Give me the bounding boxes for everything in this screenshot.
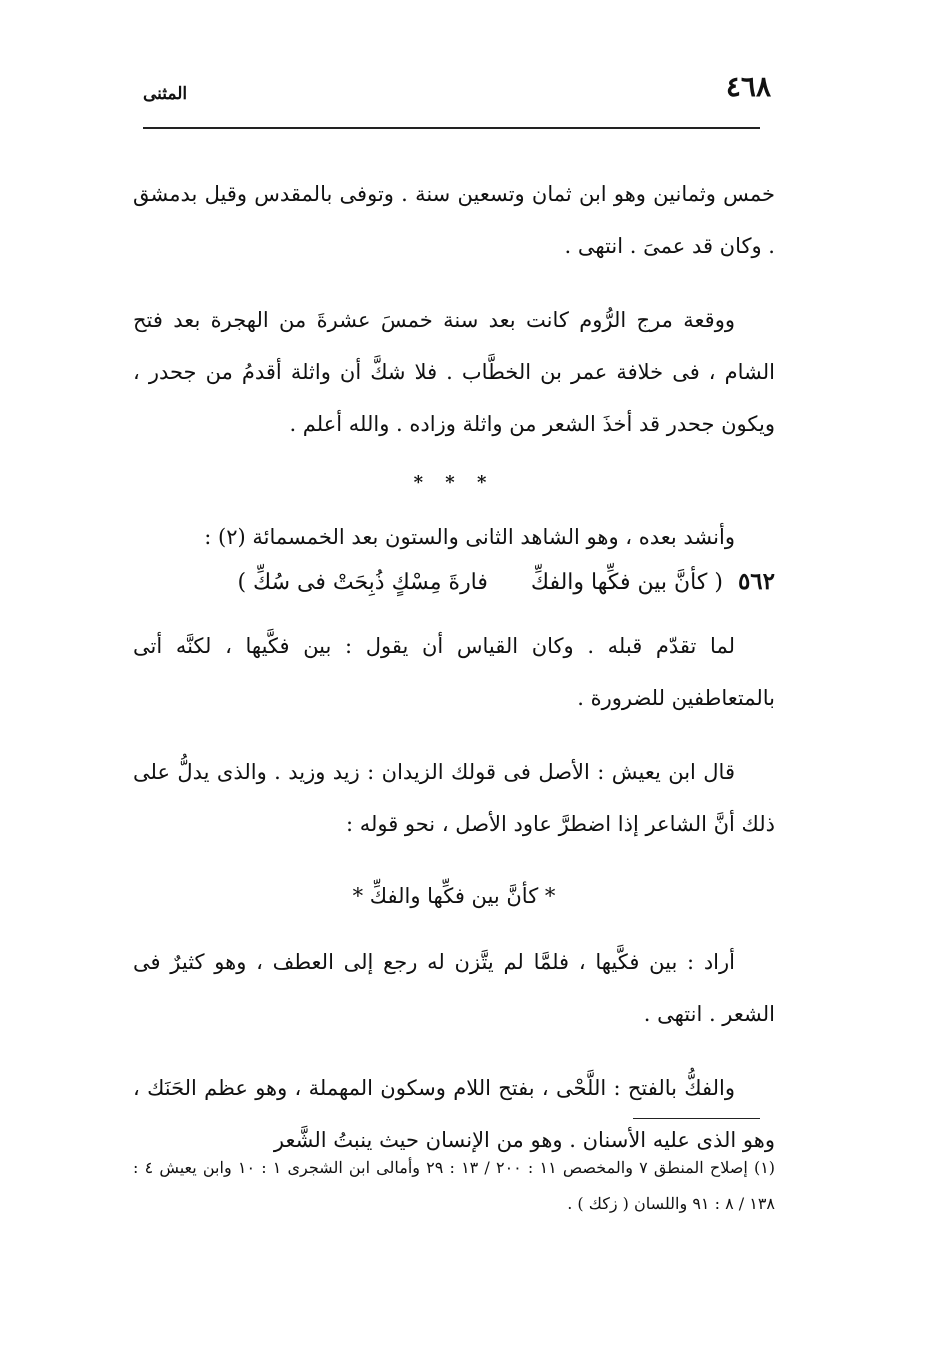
running-title: المثنى [143, 84, 188, 104]
footnotes [133, 1150, 775, 1222]
paragraph-2: ووقعة مرج الرُّوم كانت بعد سنة خمسَ عشرةَ من الهجرة بعد فتح الشام ، فى خلافة عمر بن الخطَّاب . فلا شكَّ أن واثلة أقدمُ من جحدر ، ويكون جحدر قد أخذَ الشعر من واثلة وزاده . والله أعلم . [133, 308, 775, 436]
paragraph-4: قال ابن يعيش : الأصل فى قولك الزيدان : زيد وزيد . والذى يدلُّ على ذلك أنَّ الشاعر إذا اضطرَّ عاود الأصل ، نحو قوله : [133, 760, 775, 836]
page-header [143, 70, 771, 120]
verse-intro: وأنشد بعده ، وهو الشاهد الثانى والستون بعد الخمسمائة (٢) : [204, 525, 735, 549]
footnote-rule [633, 1118, 760, 1119]
verse-line [133, 559, 775, 606]
paragraph-5: أراد : بين فكَّيها ، فلمَّا لم يتَّزن له رجع إلى العطف ، وهو كثيرٌ فى الشعر . انتهى . [133, 950, 775, 1026]
verse-number: ٥٦٢ [737, 568, 775, 595]
footnote-1: (١) إصلاح المنطق ٧ والمخصص ١١ : ٢٠٠ / ١٣ : ٢٩ وأمالى ابن الشجرى ١ : ١٠ وابن يعيش ٤ : ١٣٨ / ٨ : ٩١ واللسان ( زكك ) . [133, 1158, 776, 1213]
main-text [133, 168, 775, 1188]
page-number: ٤٦٨ [725, 70, 771, 103]
paragraph-6: والفكُّ بالفتح : اللَّحْى ، بفتح اللام وسكون المهملة ، وهو عظم الحَنَك ، وهو الذى عليه الأسنان . وهو من الإنسان حيث ينبتُ الشَّعر [133, 1076, 775, 1152]
section-separator: * * * [413, 472, 495, 493]
verse-hemistich-2: فارةَ مِسْكٍ ذُبِحَتْ فى سُكِّ ) [237, 570, 488, 595]
paragraph-3: لما تقدّم قبله . وكان القياس أن يقول : بين فكَّيها ، لكنَّه أتى بالمتعاطفين للضرورة . [133, 634, 775, 710]
paragraph-1: خمس وثمانين وهو ابن ثمان وتسعين سنة . وتوفى بالمقدس وقيل بدمشق . وكان قد عمىَ . انتهى . [133, 182, 775, 258]
quoted-verse: * كأنَّ بين فكِّها والفكِّ * [352, 884, 556, 908]
header-rule [143, 127, 760, 129]
verse-hemistich-1: ( كأنَّ بين فكِّها والفكِّ [530, 570, 723, 595]
